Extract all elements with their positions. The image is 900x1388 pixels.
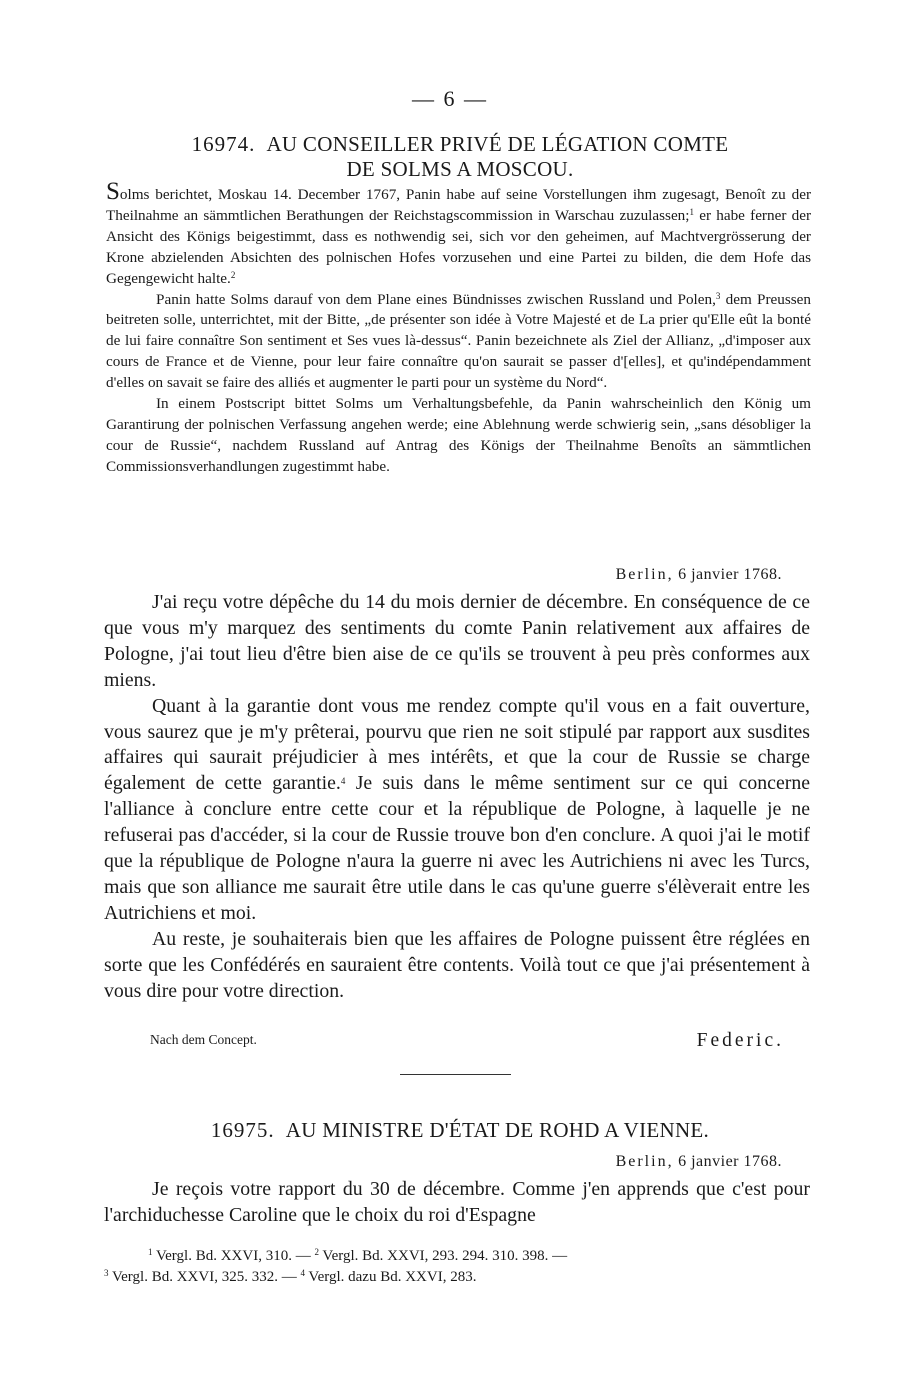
heading-title: AU CONSEILLER PRIVÉ DE LÉGATION COMTE [266, 132, 729, 156]
footnote-mark: 3 [104, 1267, 109, 1278]
doc-heading-16975 [110, 1118, 810, 1143]
footnote-mark: 2 [314, 1247, 319, 1257]
heading-title: AU MINISTRE D'ÉTAT DE ROHD A VIENNE. [285, 1118, 710, 1142]
date-place: Berlin, [615, 1153, 674, 1170]
date-text: 6 janvier 1768. [673, 566, 782, 583]
summary-paragraph [106, 178, 811, 290]
footnote-ref: 3 [715, 290, 721, 301]
letter-paragraph [104, 694, 810, 927]
heading-line-2: DE SOLMS A MOSCOU. [346, 157, 574, 181]
letter-paragraph: Je reçois votre rapport du 30 de décembre. Comme j'en apprends que c'est pour l'archiduchesse Caroline que le choix du roi d'Espagne [104, 1178, 810, 1226]
summary-text: dem Preussen beitreten solle, unterrichtet, mit der Bitte, „de présenter son idée à Votre Majesté et de La prier qu'Elle eût la bonté de lui faire connaître Son sentiment et Ses vues là-dessus“. Panin bezeichnete als Ziel der Allianz, „d'imposer aux cours de France et de Vienne, pour leur faire connaître qu'on saurait se passer d'[elles], et qu'indépendamment d'elles on savait se faire des alliés et augmenter le parti pour un système du Nord“. [106, 290, 811, 392]
signature: Federic. [696, 1030, 784, 1051]
doc-number: 16974. [191, 132, 256, 156]
footnote-mark: 1 [148, 1247, 153, 1257]
date-place: Berlin, [615, 566, 674, 583]
summary-block [106, 178, 811, 478]
heading-line-1 [110, 132, 810, 157]
doc-number: 16975. [210, 1118, 275, 1142]
footnote-text: Vergl. dazu Bd. XXVI, 283. [304, 1268, 477, 1285]
footnote-text: Vergl. Bd. XXVI, 310. — [152, 1248, 315, 1264]
letter-paragraph: J'ai reçu votre dépêche du 14 du mois dernier de décembre. En conséquence de ce que vous m'y marquez des sentiments du comte Panin relativement aux affaires de Pologne, j'ai tout lieu d'être bien aise de ce qu'ils se trouvent à peu près conformes aux miens. [104, 591, 810, 691]
page-number: — 6 — [412, 86, 488, 111]
source-note: Nach dem Concept. [150, 1032, 257, 1047]
footnote-mark: 4 [300, 1267, 305, 1278]
footnote-line [104, 1267, 814, 1288]
footnotes [104, 1246, 814, 1288]
date-text: 6 janvier 1768. [673, 1153, 782, 1170]
doc-heading-16974 [110, 132, 810, 182]
summary-text: Panin hatte Solms darauf von dem Plane eines Bündnisses zwischen Russland und Polen, [156, 290, 716, 308]
letter-body [104, 1177, 810, 1229]
footnote-text: Vergl. Bd. XXVI, 293. 294. 310. 398. — [318, 1248, 568, 1264]
summary-text: er habe ferner der Ansicht des Königs beigestimmt, dass es nothwendig sei, sich vor den geheimen, auf Machtvergrösserung der Krone abzielenden Absichten des polnischen Hofes vorzusehen und eine Partei zu bilden, die dem Hofe das Gegengewicht halte. [106, 206, 811, 287]
footnote-ref: 2 [230, 269, 236, 280]
dateline [616, 566, 782, 584]
letter-text: Je suis dans le même sentiment sur ce qui concerne l'alliance à conclure entre cette cour et la république de Pologne, à laquelle je ne refuserai pas d'accéder, si la cour de Russie trouve bon d'en conclure. A quoi j'ai le motif que la république de Pologne n'aura la guerre ni avec les Autrichiens ni avec les Turcs, mais que son alliance me saurait être utile dans le cas qu'une guerre s'élèverait entre les Autrichiens et moi. [104, 772, 811, 924]
footnote-ref: 1 [689, 206, 694, 217]
drop-cap: S [106, 178, 120, 205]
summary-text: olms berichtet, Moskau 14. December 1767, Panin habe auf seine Vorstellungen ihm zugesagt, Benoît zu der Theilnahme an sämmtlichen Berathungen der Reichstagscommission in Warschau zuzulassen; [106, 186, 811, 224]
summary-paragraph [106, 290, 811, 395]
section-divider [400, 1074, 511, 1075]
summary-paragraph: In einem Postscript bittet Solms um Verhaltungsbefehle, da Panin wahrscheinlich den König um Garantirung der polnischen Verfassung angehen werde; eine Ablehnung werde schwierig sein, „sans désobliger la cour de Russie“, nachdem Russland auf Antrag des Königs der Theilnahme Benoîts an sämmtlichen Commissionsverhandlungen zugestimmt habe. [106, 395, 811, 475]
letter-body [104, 590, 810, 1005]
letter-text: Quant à la garantie dont vous me rendez compte qu'il vous en a fait ouverture, vous saurez que je m'y prêterai, pourvu que rien ne soit stipulé par rapport aux susdites affaires qui saurait préjudicier à mes intérêts, et que la cour de Russie se charge également de cette garantie. [104, 694, 810, 795]
footnote-line [104, 1246, 814, 1267]
dateline [616, 1153, 782, 1171]
letter-paragraph: Au reste, je souhaiterais bien que les affaires de Pologne puissent être réglées en sorte que les Confédérés en sauraient être contents. Voilà tout ce que j'ai présentement à vous dire pour votre direction. [104, 927, 810, 1002]
footnote-text: Vergl. Bd. XXVI, 325. 332. — [108, 1268, 301, 1285]
footnote-ref: 4 [340, 776, 346, 787]
